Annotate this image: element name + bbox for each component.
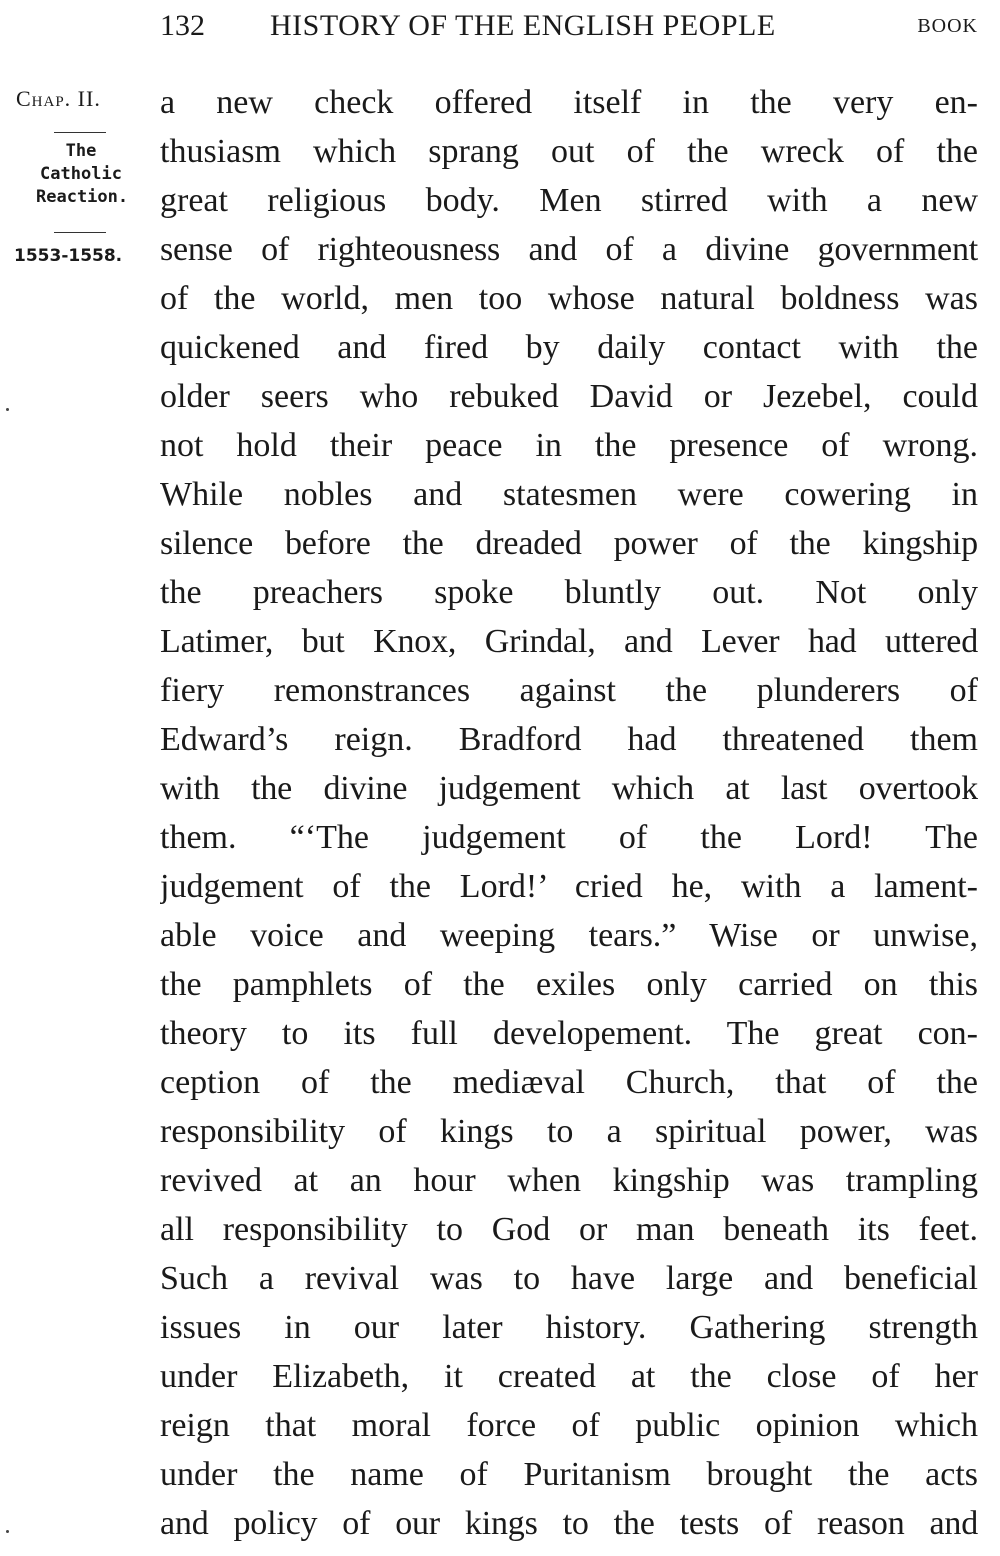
- text-line: sense of righteousness and of a divine government: [160, 231, 978, 268]
- text-line: Such a revival was to have large and beneficial: [160, 1260, 978, 1297]
- text-line: judgement of the Lord!’ cried he, with a lament-: [160, 868, 978, 905]
- text-line: a new check offered itself in the very en-: [160, 84, 978, 121]
- text-line: the preachers spoke bluntly out. Not only: [160, 574, 978, 611]
- text-line: revived at an hour when kingship was trampling: [160, 1162, 978, 1199]
- stray-mark: [6, 408, 9, 411]
- book-title: HISTORY OF THE ENGLISH PEOPLE: [270, 9, 776, 42]
- page-number: 132: [160, 9, 205, 42]
- book-label: BOOK: [917, 15, 978, 37]
- body-text: [160, 78, 978, 1548]
- chapter-label: Chap. II.: [16, 86, 101, 111]
- text-line: under the name of Puritanism brought the acts: [160, 1456, 978, 1493]
- text-line: quickened and fired by daily contact with the: [160, 329, 978, 366]
- text-line: not hold their peace in the presence of wrong.: [160, 427, 978, 464]
- margin-rule: [54, 132, 106, 133]
- text-line: great religious body. Men stirred with a new: [160, 182, 978, 219]
- text-line: Edward’s reign. Bradford had threatened them: [160, 721, 978, 758]
- margin-topic-line: Catholic: [40, 164, 122, 184]
- text-line: them. “‘The judgement of the Lord! The: [160, 819, 978, 856]
- text-line: silence before the dreaded power of the kingship: [160, 525, 978, 562]
- text-line: theory to its full developement. The great con-: [160, 1015, 978, 1052]
- margin-rule: [54, 232, 106, 233]
- text-line: with the divine judgement which at last overtook: [160, 770, 978, 807]
- running-head: [160, 6, 978, 46]
- text-line: under Elizabeth, it created at the close of her: [160, 1358, 978, 1395]
- margin-topic: [36, 140, 129, 209]
- text-line: and policy of our kings to the tests of reason and: [160, 1505, 978, 1542]
- text-line: older seers who rebuked David or Jezebel, could: [160, 378, 978, 415]
- text-line: all responsibility to God or man beneath its feet.: [160, 1211, 978, 1248]
- text-line: fiery remonstrances against the plunderers of: [160, 672, 978, 709]
- margin-topic-line: The: [65, 141, 97, 161]
- text-line: able voice and weeping tears.” Wise or unwise,: [160, 917, 978, 954]
- text-line: issues in our later history. Gathering strength: [160, 1309, 978, 1346]
- text-line: Latimer, but Knox, Grindal, and Lever had uttered: [160, 623, 978, 660]
- text-line: the pamphlets of the exiles only carried on this: [160, 966, 978, 1003]
- text-line: responsibility of kings to a spiritual power, was: [160, 1113, 978, 1150]
- text-line: ception of the mediæval Church, that of the: [160, 1064, 978, 1101]
- text-line: thusiasm which sprang out of the wreck of the: [160, 133, 978, 170]
- text-line: While nobles and statesmen were cowering in: [160, 476, 978, 513]
- stray-mark: [6, 1530, 9, 1533]
- text-line: of the world, men too whose natural boldness was: [160, 280, 978, 317]
- margin-topic-line: Reaction.: [36, 187, 129, 207]
- margin-dates: 1553-1558.: [14, 246, 123, 266]
- text-line: reign that moral force of public opinion which: [160, 1407, 978, 1444]
